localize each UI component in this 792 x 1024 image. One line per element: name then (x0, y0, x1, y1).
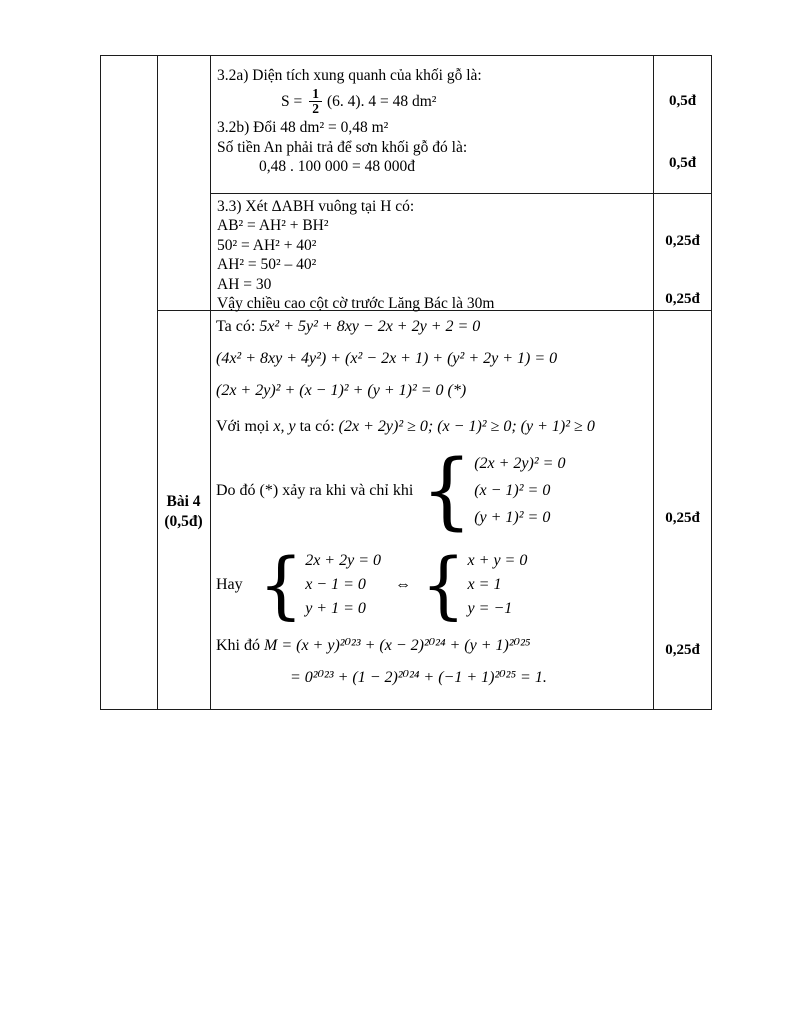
answer-line-ah-result: AH = 30 (217, 275, 272, 293)
answer-line-3-3-title: 3.3) Xét ΔABH vuông tại H có: (217, 198, 415, 215)
score-3-2b: 0,5đ (668, 155, 697, 171)
problem-label-points: (0,5đ) (164, 513, 203, 530)
fraction-denominator: 2 (312, 101, 319, 117)
formula-surface-area (281, 85, 649, 118)
table-border-col1 (157, 55, 158, 710)
score-3-3-first: 0,25đ (665, 233, 700, 249)
fraction-one-half (309, 87, 322, 116)
answer-line-money-title: Số tiền An phải trả để sơn khối gỗ đó là: (217, 138, 468, 156)
system1-line2: (x − 1)² = 0 (474, 481, 551, 499)
system2-line2: x − 1 = 0 (305, 576, 366, 593)
answer-line-eq-50: 50² = AH² + 40² (217, 236, 317, 254)
answer-line-voi-moi (216, 416, 653, 438)
text-khi-do: Khi đó (216, 637, 260, 654)
table-border-col3 (653, 55, 654, 710)
answer-line-money-calc: 0,48 . 100 000 = 48 000đ (259, 158, 415, 176)
answer-line-3-2a-title: 3.2a) Diện tích xung quanh của khối gỗ là: (217, 67, 482, 84)
answer-cell-3-2 (217, 66, 649, 177)
math-eq2: (4x² + 8xy + 4y²) + (x² − 2x + 1) + (y² + 2y + 1) = 0 (216, 350, 558, 367)
system3-line1: x + y = 0 (467, 552, 528, 569)
text-hay: Hay (216, 576, 243, 593)
table-border-top (100, 55, 712, 56)
answer-line-eq-ab: AB² = AH² + BH² (217, 217, 329, 235)
equation-system-3 (421, 542, 528, 628)
table-border-col2 (210, 55, 211, 710)
math-eq4: (2x + 2y)² ≥ 0; (x − 1)² ≥ 0; (y + 1)² ≥ 0 (338, 418, 595, 435)
text-do-do: Do đó (*) xảy ra khi và chỉ khi (216, 481, 414, 499)
problem-label-name: Bài 4 (166, 493, 201, 510)
score-bai-4-first: 0,25đ (665, 510, 700, 526)
answer-line-khi-do (216, 635, 653, 657)
system-brace-icon: { (258, 542, 304, 628)
system2-line1: 2x + 2y = 0 (305, 552, 381, 569)
score-bai-4-second: 0,25đ (665, 642, 700, 658)
system-brace-icon: { (421, 441, 473, 539)
math-vars: x, y (273, 418, 296, 435)
answer-line-hay (216, 542, 653, 628)
answer-cell-bai-4 (216, 316, 653, 689)
score-3-2a: 0,5đ (668, 93, 697, 109)
problem-label-bai-4 (157, 492, 210, 532)
answer-cell-3-3 (217, 197, 649, 313)
text-voi-moi: Với mọi (216, 418, 270, 435)
table-border-row-divider-1 (210, 193, 712, 194)
table-border-left (100, 55, 101, 710)
equation-system-2 (258, 542, 381, 628)
text-ta-co-2: ta có: (299, 418, 335, 435)
iff-symbol: ⇔ (395, 576, 411, 593)
system1-line3: (y + 1)² = 0 (474, 508, 551, 526)
table-border-bottom (100, 709, 712, 710)
answer-line-eq-ah: AH² = 50² – 40² (217, 256, 317, 274)
system1-line1: (2x + 2y)² = 0 (474, 454, 566, 472)
answer-line-3-2b: 3.2b) Đổi 48 dm² = 0,48 m² (217, 119, 389, 137)
system2-line3: y + 1 = 0 (305, 600, 366, 617)
table-border-right (711, 55, 712, 710)
text-ta-co: Ta có: (216, 318, 256, 335)
system3-line2: x = 1 (467, 576, 502, 593)
answer-key-table (100, 55, 712, 710)
fraction-numerator: 1 (309, 87, 322, 102)
math-eq6: = 0²⁰²³ + (1 − 2)²⁰²⁴ + (−1 + 1)²⁰²⁵ = 1. (290, 669, 547, 686)
formula-prefix: S = (281, 93, 303, 111)
math-eq1: 5x² + 5y² + 8xy − 2x + 2y + 2 = 0 (259, 318, 481, 335)
answer-line-ta-co (216, 316, 653, 338)
score-3-3-second: 0,25đ (665, 291, 700, 307)
answer-line-conclusion: Vậy chiều cao cột cờ trước Lăng Bác là 30m (217, 295, 495, 313)
answer-line-do-do (216, 441, 653, 539)
math-eq3: (2x + 2y)² + (x − 1)² + (y + 1)² = 0 (*) (216, 382, 467, 399)
equation-system-1 (421, 441, 566, 539)
system-brace-icon: { (421, 542, 466, 628)
system3-line3: y = −1 (467, 600, 513, 617)
math-eq5: M = (x + y)²⁰²³ + (x − 2)²⁰²⁴ + (y + 1)²⁰²⁵ (264, 637, 531, 654)
formula-suffix: (6. 4). 4 = 48 dm² (327, 93, 437, 111)
